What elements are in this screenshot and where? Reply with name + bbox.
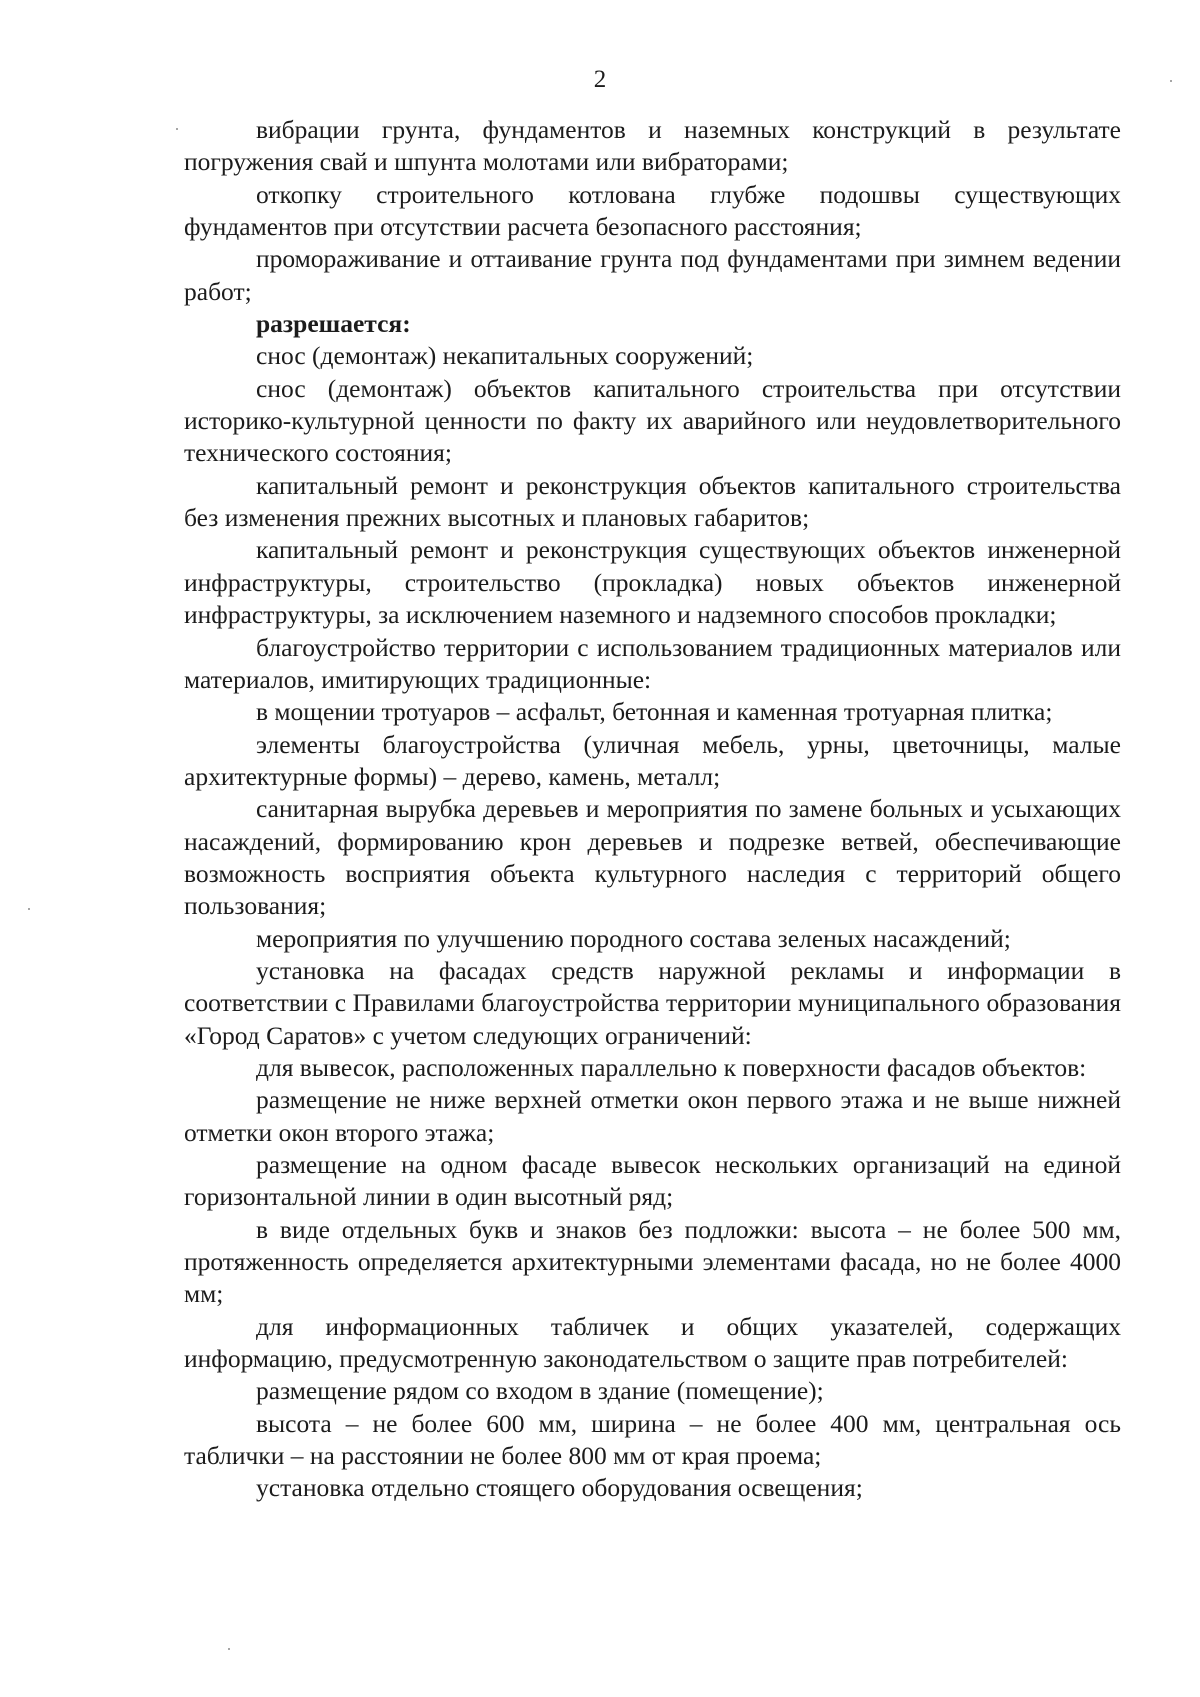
paragraph: капитальный ремонт и реконструкция существующих объектов инженерной инфраструктуры, строительство (прокладка) новых объектов инженерной инфраструктуры, за исключением наземного и надземного способов прокладки; [184, 535, 1121, 630]
document-body [184, 114, 1121, 1505]
scan-speck [176, 128, 178, 130]
section-heading: разрешается: [256, 309, 411, 339]
paragraph: в виде отдельных букв и знаков без подложки: высота – не более 500 мм, протяженность определяется архитектурными элементами фасада, но не более 4000 мм; [184, 1214, 1121, 1309]
page-number: 2 [593, 66, 607, 93]
paragraph: установка отдельно стоящего оборудования освещения; [256, 1473, 863, 1503]
paragraph: снос (демонтаж) объектов капитального строительства при отсутствии историко-культурной ценности по факту их аварийного или неудовлетворительного технического состояния; [184, 373, 1121, 468]
paragraph: промораживание и оттаивание грунта под фундаментами при зимнем ведении работ; [184, 244, 1121, 306]
paragraph: мероприятия по улучшению породного состава зеленых насаждений; [256, 923, 1011, 953]
paragraph: благоустройство территории с использованием традиционных материалов или материалов, имитирующих традиционные: [184, 632, 1121, 694]
scan-speck [28, 908, 30, 910]
scan-speck [1170, 80, 1172, 82]
paragraph: размещение на одном фасаде вывесок нескольких организаций на единой горизонтальной линии в один высотный ряд; [184, 1150, 1121, 1212]
scan-speck [228, 1648, 230, 1650]
paragraph: вибрации грунта, фундаментов и наземных конструкций в результате погружения свай и шпунта молотами или вибраторами; [184, 115, 1121, 177]
paragraph: размещение рядом со входом в здание (помещение); [256, 1376, 824, 1406]
paragraph: для вывесок, расположенных параллельно к поверхности фасадов объектов: [256, 1052, 1087, 1082]
paragraph: высота – не более 600 мм, ширина – не более 400 мм, центральная ось таблички – на расстоянии не более 800 мм от края проема; [184, 1408, 1121, 1471]
paragraph: размещение не ниже верхней отметки окон первого этажа и не выше нижней отметки окон второго этажа; [184, 1085, 1121, 1147]
paragraph: снос (демонтаж) некапитальных сооружений; [256, 341, 754, 371]
paragraph: установка на фасадах средств наружной рекламы и информации в соответствии с Правилами благоустройства территории муниципального образования «Город Саратов» с учетом следующих ограничений: [184, 955, 1121, 1050]
paragraph: откопку строительного котлована глубже подошвы существующих фундаментов при отсутствии расчета безопасного расстояния; [184, 179, 1121, 242]
paragraph: в мощении тротуаров – асфальт, бетонная и каменная тротуарная плитка; [256, 697, 1053, 727]
paragraph: санитарная вырубка деревьев и мероприятия по замене больных и усыхающих насаждений, формированию крон деревьев и подрезке ветвей, обеспечивающие возможность восприятия объекта культурного наследия с территорий общего пользования; [184, 794, 1121, 921]
paragraph: для информационных табличек и общих указателей, содержащих информацию, предусмотренную законодательством о защите прав потребителей: [184, 1311, 1121, 1374]
paragraph: элементы благоустройства (уличная мебель, урны, цветочницы, малые архитектурные формы) – дерево, камень, металл; [184, 729, 1121, 791]
paragraph: капитальный ремонт и реконструкция объектов капитального строительства без изменения прежних высотных и плановых габаритов; [184, 470, 1121, 533]
